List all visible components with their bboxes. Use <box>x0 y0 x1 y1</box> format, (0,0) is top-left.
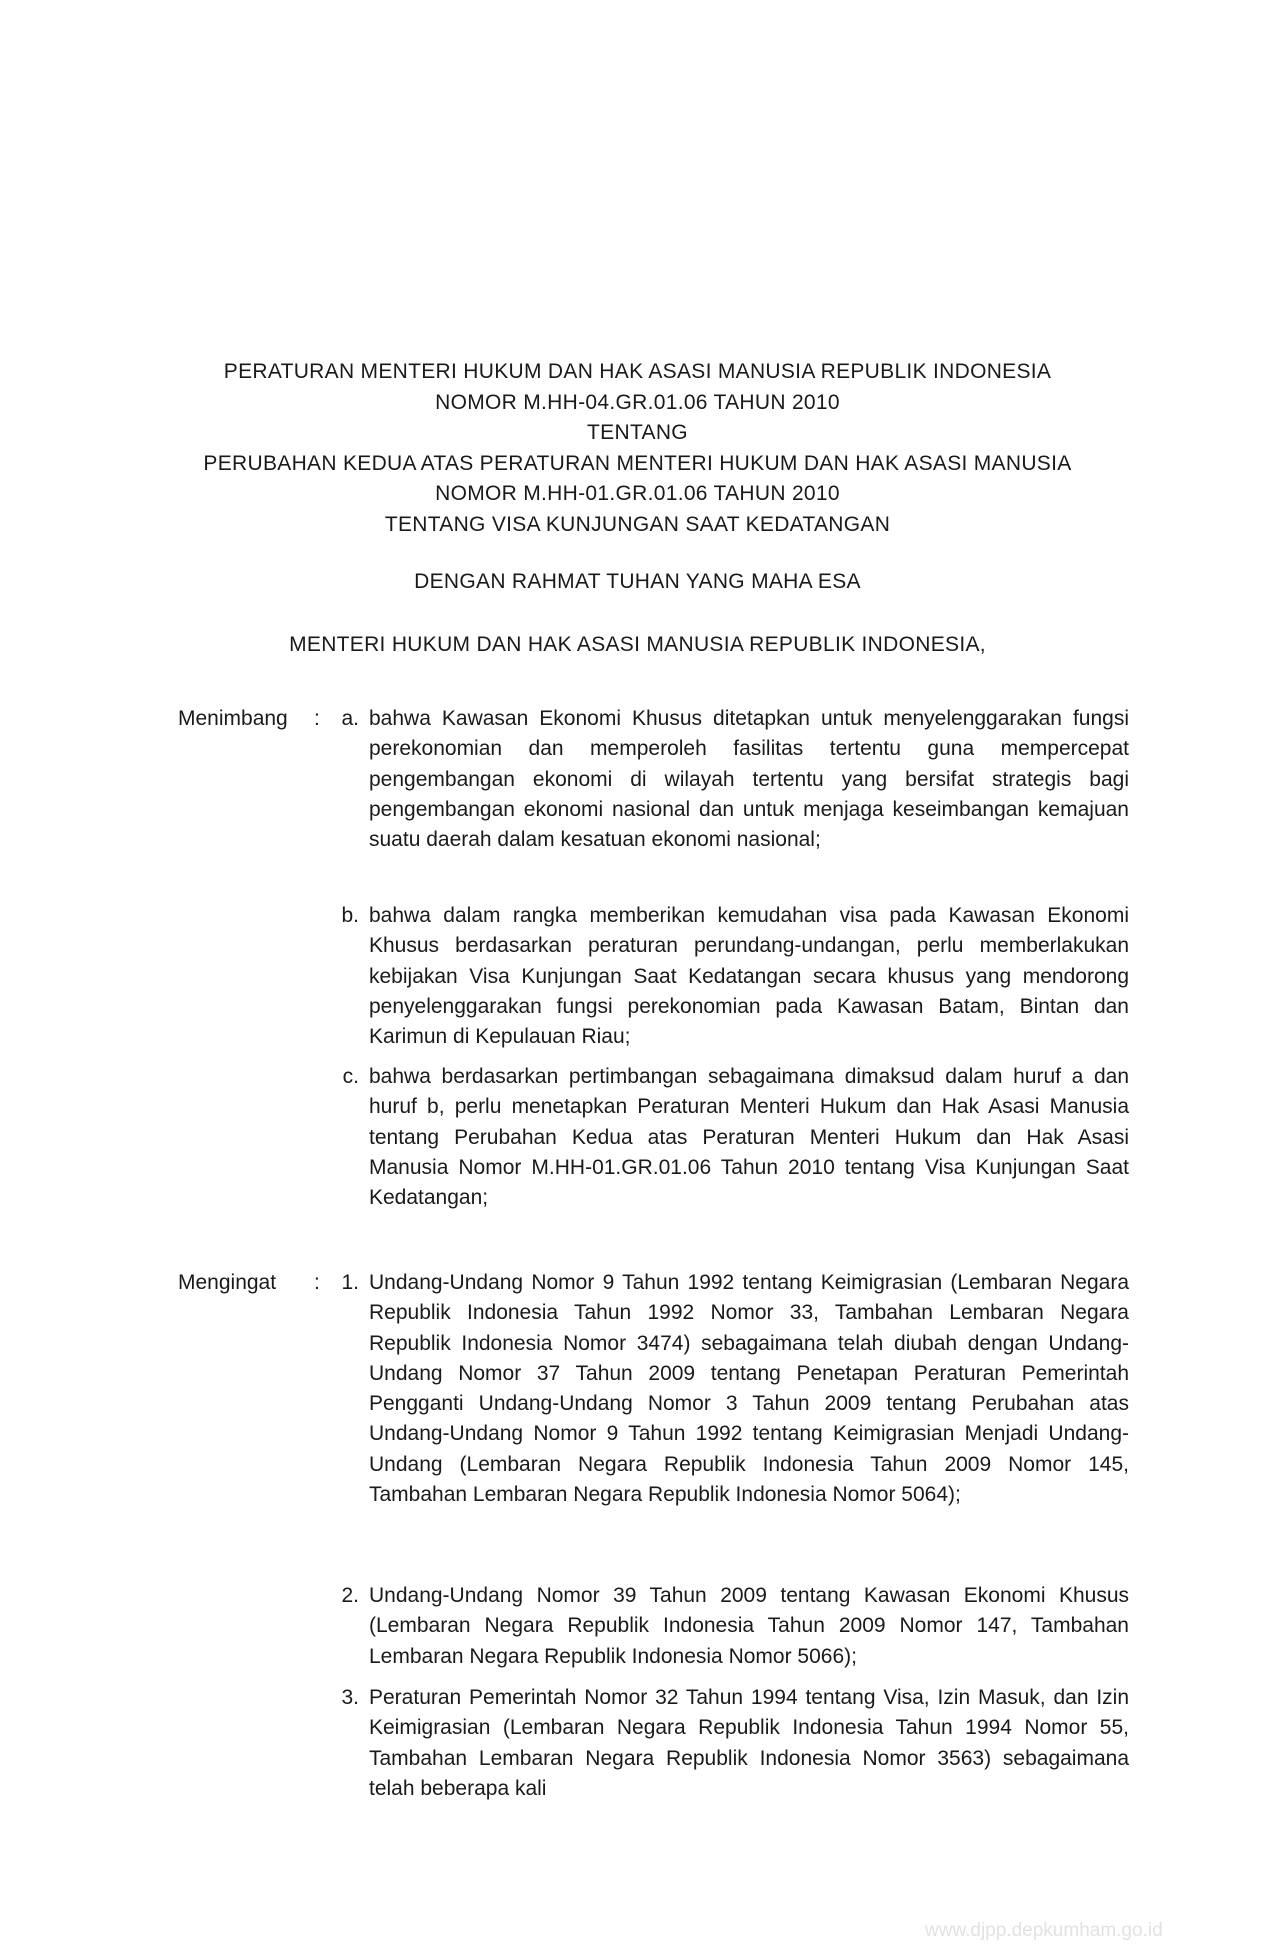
item-marker: b. <box>341 904 359 927</box>
mengingat-colon: : <box>314 1271 320 1294</box>
title-line: PERUBAHAN KEDUA ATAS PERATURAN MENTERI HUKUM DAN HAK ASASI MANUSIA <box>203 451 1072 475</box>
title-line: NOMOR M.HH-01.GR.01.06 TAHUN 2010 <box>435 482 840 505</box>
mengingat-label: Mengingat <box>178 1271 277 1294</box>
watermark-url: www.djpp.depkumham.go.id <box>925 1920 1163 1941</box>
menimbang-label: Menimbang <box>178 707 288 730</box>
blessing-line: DENGAN RAHMAT TUHAN YANG MAHA ESA <box>414 570 861 593</box>
title-line: NOMOR M.HH-04.GR.01.06 TAHUN 2010 <box>435 390 840 414</box>
item-text: Undang-Undang Nomor 39 Tahun 2009 tentang Kawasan Ekonomi Khusus (Lembaran Negara Republik Indonesia Tahun 2009 Nomor 147, Tambahan Lembaran Negara Republik Indonesia Nomor 5066); <box>369 1584 1129 1668</box>
title-line: TENTANG VISA KUNJUNGAN SAAT KEDATANGAN <box>384 512 891 536</box>
item-text: Peraturan Pemerintah Nomor 32 Tahun 1994 tentang Visa, Izin Masuk, dan Izin Keimigrasian (Lembaran Negara Republik Indonesia Tahun 1994 Nomor 55, Tambahan Lembaran Negara Republik Indonesia Nomor 3563) sebagaimana telah beberapa kali <box>369 1686 1129 1800</box>
item-text: Undang-Undang Nomor 9 Tahun 1992 tentang Keimigrasian (Lembaran Negara Republik Indonesia Tahun 1992 Nomor 33, Tambahan Lembaran Negara Republik Indonesia Nomor 3474) sebagaimana telah diubah dengan Undang-Undang Nomor 37 Tahun 2009 tentang Penetapan Peraturan Pemerintah Pengganti Undang-Undang Nomor 3 Tahun 2009 tentang Perubahan atas Undang-Undang Nomor 9 Tahun 1992 tentang Keimigrasian Menjadi Undang-Undang (Lembaran Negara Republik Indonesia Tahun 2009 Nomor 145, Tambahan Lembaran Negara Republik Indonesia Nomor 5064); <box>369 1271 1129 1507</box>
item-text: bahwa dalam rangka memberikan kemudahan visa pada Kawasan Ekonomi Khusus berdasarkan peraturan perundang-undangan, perlu memberlakukan kebijakan Visa Kunjungan Saat Kedatangan secara khusus yang mendorong penyelenggarakan fungsi perekonomian pada Kawasan Batam, Bintan dan Karimun di Kepulauan Riau; <box>369 904 1129 1049</box>
minister-line: MENTERI HUKUM DAN HAK ASASI MANUSIA REPUBLIK INDONESIA, <box>289 633 986 656</box>
item-marker: a. <box>341 707 359 730</box>
title-line: PERATURAN MENTERI HUKUM DAN HAK ASASI MANUSIA REPUBLIK INDONESIA <box>223 360 1052 383</box>
menimbang-colon: : <box>314 707 320 730</box>
item-marker: 2. <box>341 1584 359 1607</box>
regulation-title <box>160 357 1115 540</box>
item-marker: c. <box>342 1065 359 1088</box>
item-text: bahwa Kawasan Ekonomi Khusus ditetapkan untuk menyelenggarakan fungsi perekonomian dan memperoleh fasilitas tertentu guna mempercepat pengembangan ekonomi di wilayah tertentu yang bersifat strategis bagi pengembangan ekonomi nasional dan untuk menjaga keseimbangan kemajuan suatu daerah dalam kesatuan ekonomi nasional; <box>369 707 1129 852</box>
item-marker: 1. <box>341 1271 359 1294</box>
item-text: bahwa berdasarkan pertimbangan sebagaimana dimaksud dalam huruf a dan huruf b, perlu menetapkan Peraturan Menteri Hukum dan Hak Asasi Manusia tentang Perubahan Kedua atas Peraturan Menteri Hukum dan Hak Asasi Manusia Nomor M.HH-01.GR.01.06 Tahun 2010 tentang Visa Kunjungan Saat Kedatangan; <box>369 1065 1129 1210</box>
title-line: TENTANG <box>587 421 688 444</box>
item-marker: 3. <box>341 1686 359 1709</box>
